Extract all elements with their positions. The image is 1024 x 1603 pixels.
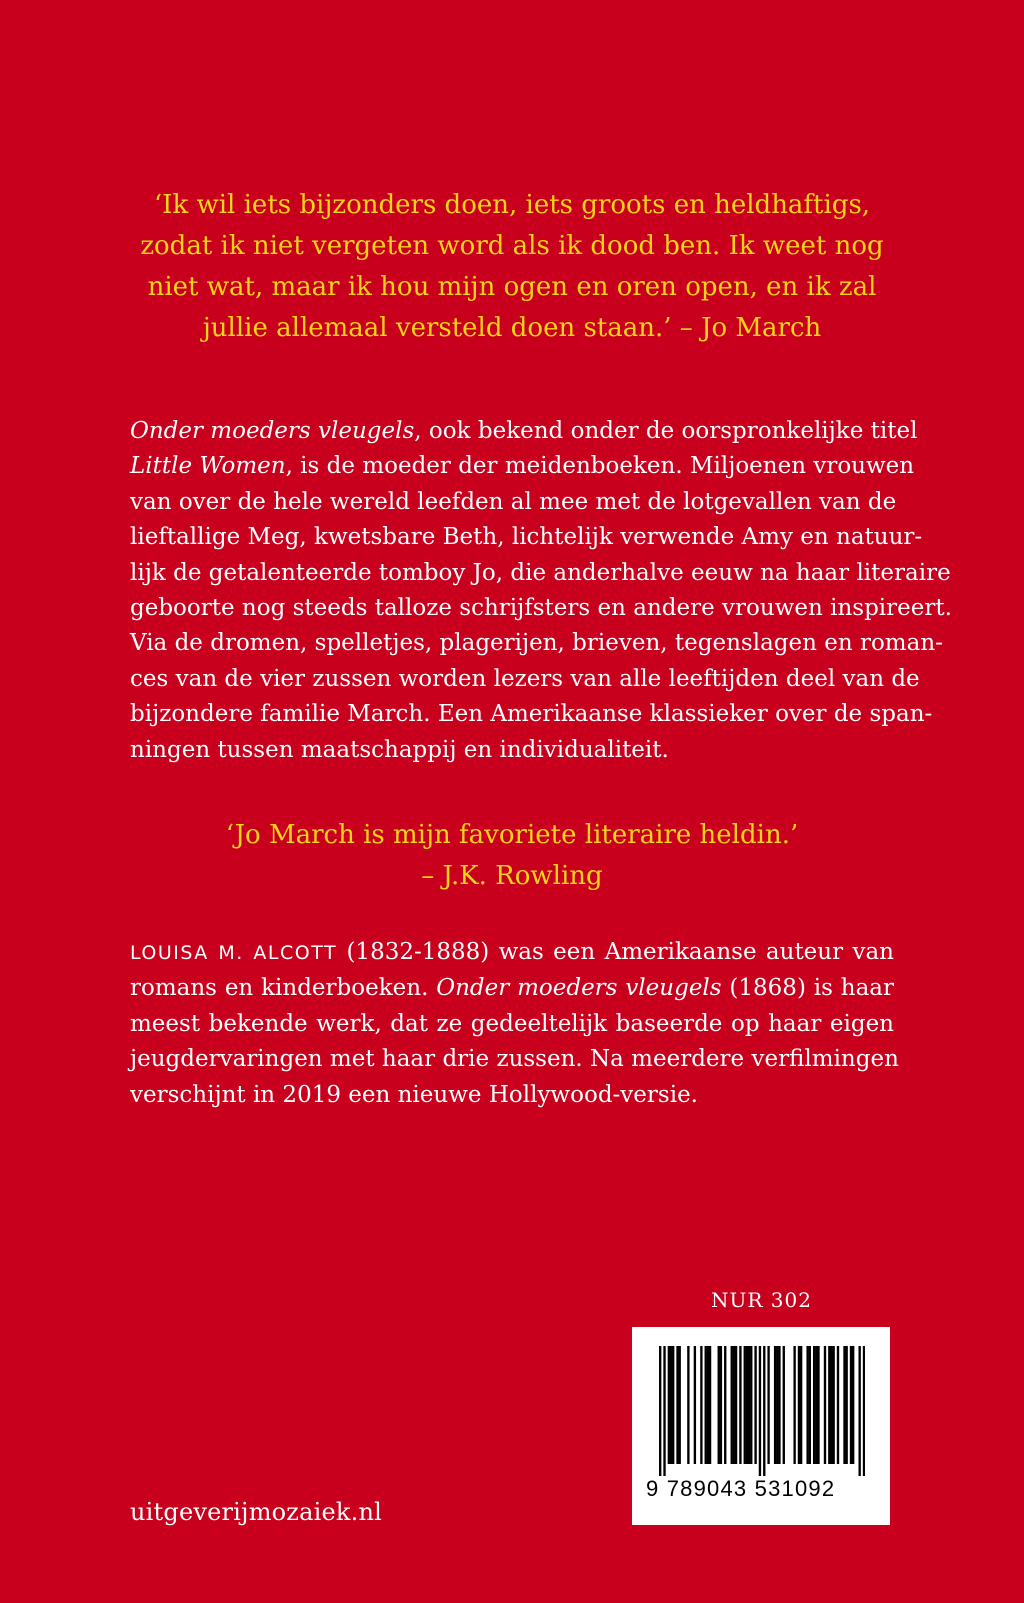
barcode-bar bbox=[707, 1346, 709, 1464]
bio-line: meest bekende werk, dat ze gedeeltelijk baseerde op haar eigen bbox=[130, 1010, 894, 1037]
barcode-bar bbox=[813, 1346, 815, 1464]
barcode-bar bbox=[843, 1346, 845, 1464]
barcode-bar bbox=[852, 1346, 854, 1464]
barcode-bar bbox=[800, 1346, 802, 1464]
book-description bbox=[130, 414, 952, 768]
description-line: Via de dromen, spelletjes, plagerijen, brieven, tegenslagen en roman- bbox=[130, 630, 943, 657]
author-name: LOUISA M. ALCOTT bbox=[130, 942, 338, 964]
barcode-bar bbox=[731, 1346, 733, 1464]
barcode-bar bbox=[720, 1346, 722, 1464]
barcode-bar bbox=[798, 1346, 800, 1464]
barcode-bar bbox=[668, 1346, 670, 1464]
quote-line: zodat ik niet vergeten word als ik dood ben. Ik weet nog bbox=[140, 231, 884, 261]
barcode-bar bbox=[783, 1346, 785, 1464]
description-line: Onder moeders vleugels, ook bekend onder de oorspronkelijke titel bbox=[130, 418, 918, 444]
barcode-bar bbox=[739, 1346, 741, 1464]
rowling-quote bbox=[130, 815, 894, 897]
quote-line: jullie allemaal versteld doen staan.’ – Jo March bbox=[202, 313, 822, 343]
barcode-bar bbox=[687, 1346, 689, 1464]
barcode-bar bbox=[754, 1346, 756, 1464]
barcode-bar bbox=[830, 1346, 832, 1464]
barcode-bar bbox=[837, 1346, 839, 1464]
quote-line: niet wat, maar ik hou mijn ogen en oren open, en ik zal bbox=[147, 272, 877, 302]
barcode-bar bbox=[824, 1346, 826, 1464]
author-bio bbox=[130, 935, 899, 1113]
quote-attribution: – J.K. Rowling bbox=[421, 861, 603, 891]
description-line: bijzondere familie March. Een Amerikaanse klassieker over de span- bbox=[130, 701, 933, 728]
barcode-bar bbox=[700, 1346, 702, 1464]
barcode-bar bbox=[850, 1346, 852, 1464]
barcode-bar bbox=[845, 1346, 847, 1464]
description-line: lieftallige Meg, kwetsbare Beth, lichtelijk verwende Amy en natuur- bbox=[130, 524, 923, 551]
isbn-barcode bbox=[632, 1327, 890, 1525]
description-line: lijk de getalenteerde tomboy Jo, die anderhalve eeuw na haar literaire bbox=[130, 559, 951, 586]
barcode-bars bbox=[659, 1346, 865, 1476]
barcode-bar bbox=[815, 1346, 817, 1464]
barcode-bar bbox=[672, 1346, 674, 1464]
barcode-bar bbox=[676, 1346, 678, 1464]
quote-line: ‘Jo March is mijn favoriete literaire heldin.’ bbox=[225, 820, 799, 850]
barcode-bar bbox=[718, 1346, 720, 1464]
description-line: ningen tussen maatschappij en individualiteit. bbox=[130, 736, 669, 763]
description-line: geboorte nog steeds talloze schrijfsters en andere vrouwen inspireert. bbox=[130, 595, 952, 622]
barcode-bar bbox=[735, 1346, 737, 1464]
description-line: van over de hele wereld leefden al mee met de lotgevallen van de bbox=[130, 488, 897, 515]
barcode-bar bbox=[705, 1346, 707, 1464]
barcode-bar bbox=[809, 1346, 811, 1464]
book-title: Onder moeders vleugels bbox=[436, 975, 722, 1002]
barcode-bar bbox=[793, 1346, 795, 1464]
barcode-bar bbox=[659, 1346, 661, 1476]
original-title: Little Women bbox=[130, 453, 286, 480]
barcode-bar bbox=[748, 1346, 750, 1464]
barcode-bar bbox=[759, 1346, 761, 1476]
barcode-bar bbox=[709, 1346, 711, 1464]
description-line: ces van de vier zussen worden lezers van alle leeftijden deel van de bbox=[130, 665, 920, 692]
barcode-bar bbox=[776, 1346, 778, 1464]
isbn-number: 9 789043 531092 bbox=[646, 1476, 836, 1501]
nur-code: NUR 302 bbox=[711, 1288, 812, 1312]
opening-quote bbox=[130, 185, 894, 349]
barcode-bar bbox=[817, 1346, 819, 1464]
barcode-bar bbox=[663, 1346, 665, 1476]
barcode-bar bbox=[724, 1346, 726, 1464]
barcode-bar bbox=[733, 1346, 735, 1464]
barcode-bar bbox=[750, 1346, 752, 1464]
quote-line: ‘Ik wil iets bijzonders doen, iets groots en heldhaftigs, bbox=[153, 190, 871, 220]
bio-line: jeugdervaringen met haar drie zussen. Na meerdere verfilmingen bbox=[130, 1046, 899, 1073]
barcode-bar bbox=[679, 1346, 681, 1464]
barcode-bar bbox=[694, 1346, 696, 1464]
barcode-bar bbox=[767, 1346, 769, 1464]
barcode-bar bbox=[774, 1346, 776, 1464]
barcode-bar bbox=[763, 1346, 765, 1476]
barcode-bar bbox=[744, 1346, 746, 1464]
barcode-bar bbox=[806, 1346, 808, 1464]
description-line: Little Women, is de moeder der meidenboeken. Miljoenen vrouwen bbox=[130, 453, 915, 480]
bio-line: LOUISA M. ALCOTT (1832-1888) was een Amerikaanse auteur van bbox=[130, 939, 894, 965]
barcode-bar bbox=[746, 1346, 748, 1464]
book-title: Onder moeders vleugels bbox=[130, 418, 415, 444]
barcode-bar bbox=[858, 1346, 860, 1476]
bio-line: verschijnt in 2019 een nieuwe Hollywood-versie. bbox=[130, 1081, 698, 1108]
bio-line: romans en kinderboeken. Onder moeders vleugels (1868) is haar bbox=[130, 975, 894, 1002]
barcode-bar bbox=[832, 1346, 834, 1464]
barcode-bar bbox=[670, 1346, 672, 1464]
barcode-bar bbox=[863, 1346, 865, 1476]
publisher-website: uitgeverijmozaiek.nl bbox=[130, 1498, 383, 1526]
barcode-bar bbox=[778, 1346, 780, 1464]
barcode-bar bbox=[828, 1346, 830, 1464]
